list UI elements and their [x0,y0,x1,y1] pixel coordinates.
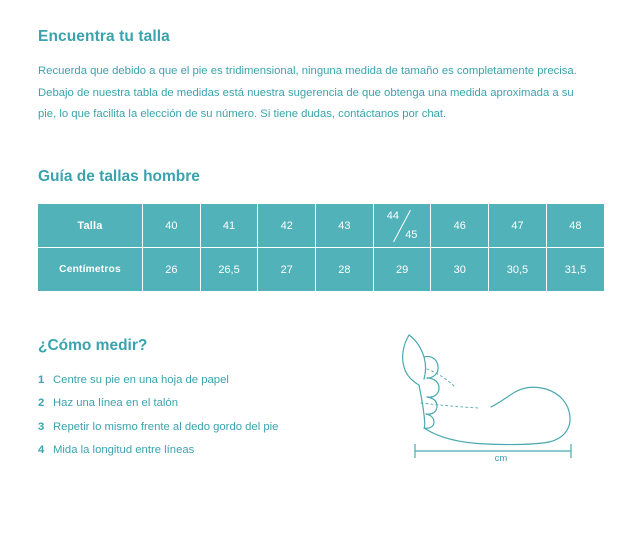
table-row-centimetros [38,248,604,292]
step-text: Mida la longitud entre líneas [53,443,195,456]
table-cell-cm-41: 26,5 [200,248,258,292]
table-cell-cm-46: 30 [431,248,489,292]
split-cell [374,204,431,247]
step-text: Centre su pie en una hoja de papel [53,374,229,387]
table-cell-talla-47: 47 [489,204,547,248]
foot-measure-illustration [391,329,611,464]
step-text: Repetir lo mismo frente al dedo gordo del pie [53,420,279,433]
table-cell-cm-47: 30,5 [489,248,547,292]
size-guide-section [38,168,605,291]
table-cell-talla-42: 42 [258,204,316,248]
table-cell-cm-43: 28 [316,248,374,292]
how-to-measure-section [38,337,605,465]
table-cell-cm-42: 27 [258,248,316,292]
size-guide-title: Guía de tallas hombre [38,168,200,186]
table-cell-talla-48: 48 [546,204,604,248]
foot-outline-icon [391,329,611,464]
split-cell-top: 44 [386,210,399,223]
table-cell-cm-40: 26 [143,248,201,292]
table-cell-talla-43: 43 [316,204,374,248]
table-cell-talla-46: 46 [431,204,489,248]
size-table [38,204,604,291]
step-text: Haz una línea en el talón [53,397,178,410]
table-cell-talla-44-45 [373,204,431,248]
table-cell-cm-44-45: 29 [373,248,431,292]
step-number: 1 [38,374,45,387]
step-number: 4 [38,443,45,456]
step-number: 3 [38,420,45,433]
table-cell-talla-40: 40 [143,204,201,248]
page-title: Encuentra tu talla [38,28,170,45]
figure-caption-cm: cm [494,453,508,465]
intro-paragraph: Recuerda que debido a que el pie es tridimensional, ninguna medida de tamaño es completamente precisa. Debajo de nuestra tabla de medidas está nuestra sugerencia de que obtenga una medida aproximada a su pie, lo que facilita la elección de su número. Si tiene dudas, contáctanos por chat. [38,65,577,121]
how-to-measure-title: ¿Cómo medir? [38,337,148,355]
row-header-talla: Talla [38,204,143,248]
table-row-talla [38,204,604,248]
step-number: 2 [38,397,45,410]
table-cell-cm-48: 31,5 [546,248,604,292]
table-cell-talla-41: 41 [200,204,258,248]
intro-section [38,0,605,126]
split-cell-bottom: 45 [405,229,418,242]
row-header-centimetros: Centímetros [38,248,143,292]
